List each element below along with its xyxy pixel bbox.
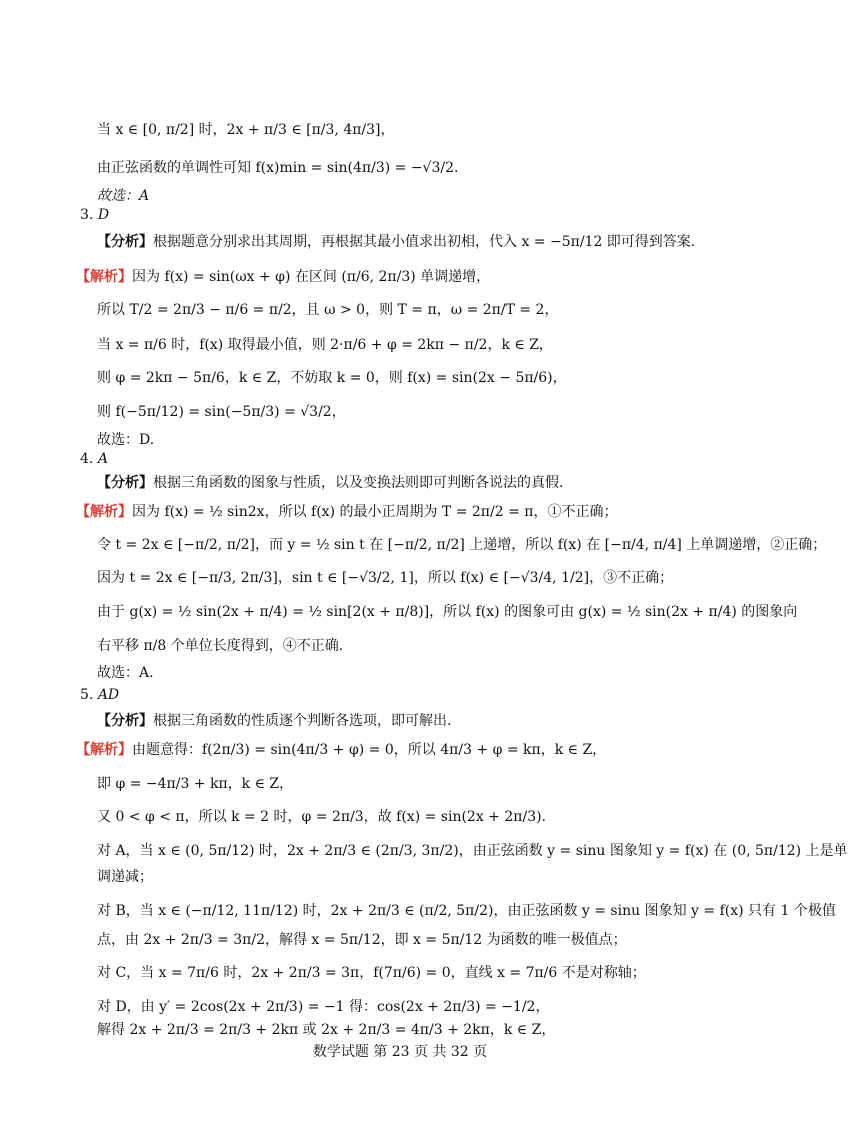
text-line: 右平移 π/8 个单位长度得到，④不正确.	[97, 638, 344, 654]
analysis-line: 【分析】根据三角函数的性质逐个判断各选项，即可解出.	[97, 713, 452, 729]
question-number: 4. A	[80, 451, 108, 467]
question-number: 3. D	[80, 207, 110, 223]
text-line: 点，由 2x + 2π/3 = 3π/2，解得 x = 5π/12，即 x = 5π/12 为函数的唯一极值点；	[97, 932, 627, 948]
text-line: 故选：A	[97, 188, 150, 204]
text-line: 即 φ = −4π/3 + kπ，k ∈ Z，	[97, 776, 294, 792]
text-line: 调递减；	[97, 869, 153, 885]
text-line: 当 x = π/6 时，f(x) 取得最小值，则 2·π/6 + φ = 2kπ − π/2，k ∈ Z，	[97, 337, 553, 353]
text-line: 因为 t = 2x ∈ [−π/3, 2π/3]，sin t ∈ [−√3/2, 1]，所以 f(x) ∈ [−√3/4, 1/2]，③不正确；	[97, 570, 674, 586]
solution-line: 【解析】由题意得：f(2π/3) = sin(4π/3 + φ) = 0，所以 4π/3 + φ = kπ，k ∈ Z，	[76, 742, 607, 758]
solution-line: 【解析】因为 f(x) = ½ sin2x，所以 f(x) 的最小正周期为 T = 2π/2 = π，①不正确；	[76, 504, 618, 520]
text-line: 所以 T/2 = 2π/3 − π/6 = π/2，且 ω > 0，则 T = π，ω = 2π/T = 2，	[97, 302, 559, 318]
text-line: 又 0 < φ < π，所以 k = 2 时，φ = 2π/3，故 f(x) = sin(2x + 2π/3).	[97, 809, 547, 825]
text-line: 故选：D.	[97, 432, 155, 448]
text-line: 令 t = 2x ∈ [−π/2, π/2]，而 y = ½ sin t 在 [−π/2, π/2] 上递增，所以 f(x) 在 [−π/4, π/4] 上单调递增，②正确；	[97, 537, 827, 553]
analysis-line: 【分析】根据题意分别求出其周期，再根据其最小值求出初相，代入 x = −5π/12 即可得到答案.	[97, 234, 696, 250]
text-line: 由正弦函数的单调性可知 f(x)min = sin(4π/3) = −√3/2.	[97, 160, 459, 176]
analysis-line: 【分析】根据三角函数的图象与性质，以及变换法则即可判断各说法的真假.	[97, 475, 564, 491]
text-line: 由于 g(x) = ½ sin(2x + π/4) = ½ sin[2(x + π/8)]，所以 f(x) 的图象可由 g(x) = ½ sin(2x + π/4) 的图象向	[97, 604, 798, 620]
text-line: 对 B，当 x ∈ (−π/12, 11π/12) 时，2x + 2π/3 ∈ (π/2, 5π/2)，由正弦函数 y = sinu 图象知 y = f(x) 只有 1 个极值	[97, 903, 836, 919]
solution-line: 【解析】因为 f(x) = sin(ωx + φ) 在区间 (π/6, 2π/3) 单调递增，	[76, 269, 491, 285]
text-line: 解得 2x + 2π/3 = 2π/3 + 2kπ 或 2x + 2π/3 = 4π/3 + 2kπ，k ∈ Z，	[97, 1022, 556, 1038]
text-line: 对 C，当 x = 7π/6 时，2x + 2π/3 = 3π，f(7π/6) = 0，直线 x = 7π/6 不是对称轴；	[97, 965, 646, 981]
text-line: 当 x ∈ [0, π/2] 时，2x + π/3 ∈ [π/3, 4π/3]，	[97, 122, 395, 138]
question-number: 5. AD	[80, 687, 120, 703]
text-line: 对 A，当 x ∈ (0, 5π/12) 时，2x + 2π/3 ∈ (2π/3, 3π/2)，由正弦函数 y = sinu 图象知 y = f(x) 在 (0, 5π/12) 上是单	[97, 843, 848, 859]
text-line: 对 D，由 y′ = 2cos(2x + 2π/3) = −1 得：cos(2x + 2π/3) = −1/2，	[97, 999, 550, 1015]
text-line: 故选：A.	[97, 665, 154, 681]
text-line: 则 f(−5π/12) = sin(−5π/3) = √3/2，	[97, 404, 346, 420]
text-line: 则 φ = 2kπ − 5π/6，k ∈ Z，不妨取 k = 0，则 f(x) = sin(2x − 5π/6)，	[97, 370, 567, 386]
page-footer: 数学试题 第 23 页 共 32 页	[312, 1044, 488, 1060]
